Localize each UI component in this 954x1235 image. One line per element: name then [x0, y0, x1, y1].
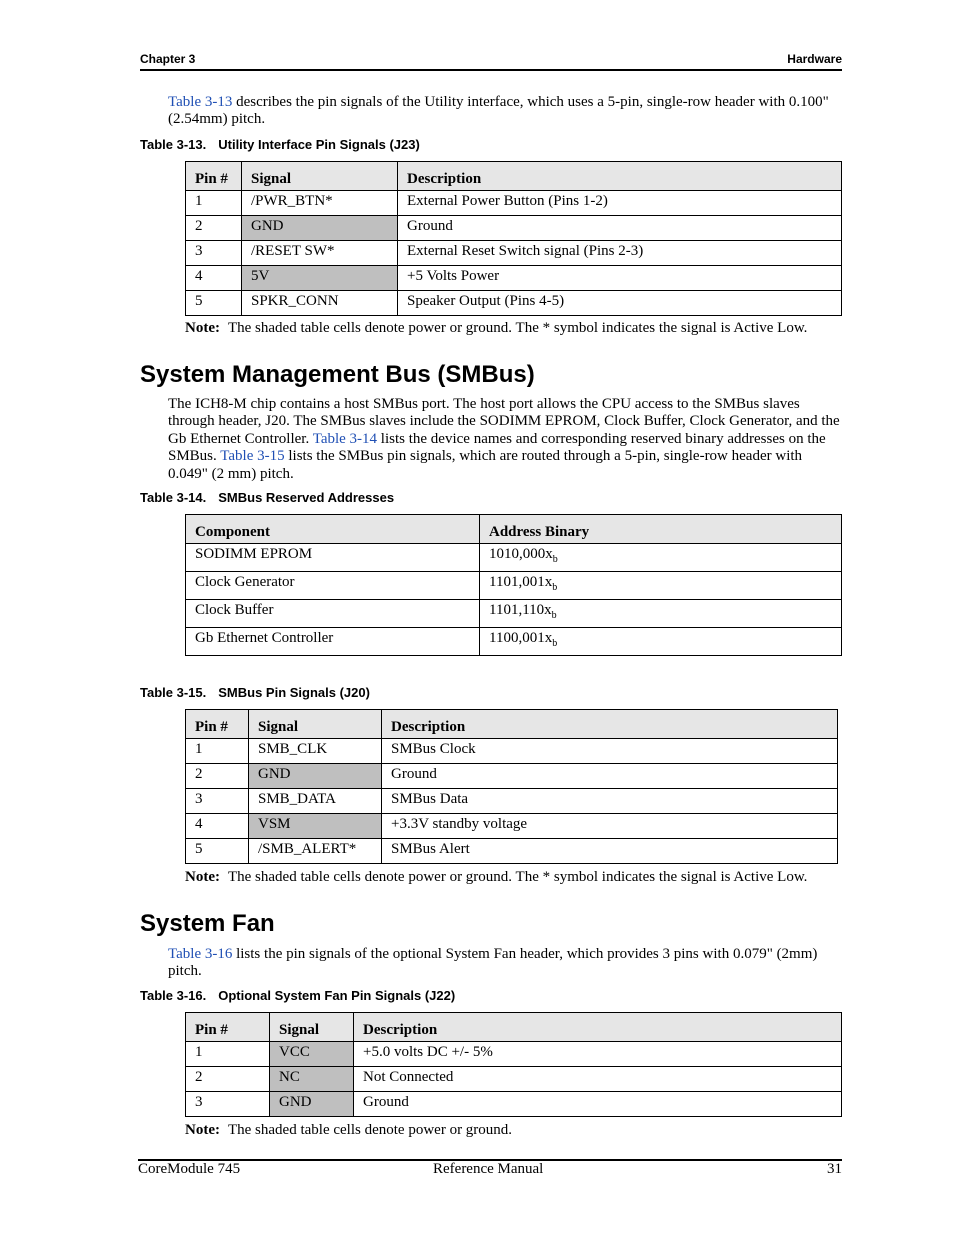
table-header-row: Pin # Signal Description — [186, 162, 842, 191]
table-row: 3 SMB_DATA SMBus Data — [186, 789, 838, 814]
table-row: SODIMM EPROM $1010,000x_b$ — [186, 544, 842, 572]
table-3-16-caption: Table 3-16. Optional System Fan Pin Signals (J22) — [140, 988, 456, 1003]
smbus-paragraph: The ICH8-M chip contains a host SMBus port. The host port allows the CPU access to the SMBus slaves through header, J20. The SMBus slaves include the SODIMM EPROM, Clock Buffer, Clock Generator, and the Gb Ethernet Controller. Table 3-14 lists the device names and corresponding reserved binary addresses on the SMBus. Table 3-15 lists the SMBus pin signals, which are routed through a 5-pin, single-row header with 0.049" (2 mm) pitch. — [168, 396, 840, 482]
table-row: 5 /SMB_ALERT* SMBus Alert — [186, 839, 838, 864]
smbus-pin-table — [185, 709, 838, 864]
table-3-14-link[interactable]: Table 3-14 — [312, 430, 378, 447]
chapter-label: Chapter 3 — [140, 52, 196, 66]
table-row: Gb Ethernet Controller $1100,001x_b$ — [186, 628, 842, 656]
page-number: 31 — [827, 1161, 842, 1177]
table-row: 1 SMB_CLK SMBus Clock — [186, 739, 838, 764]
page-header — [140, 52, 842, 71]
smbus-address-table — [185, 514, 842, 656]
intro-paragraph: Table 3-13 describes the pin signals of the Utility interface, which uses a 5-pin, single-row header with 0.100" (2.54mm) pitch. — [168, 94, 829, 128]
table-header-row: Component Address Binary — [186, 515, 842, 544]
table-header-row: Pin # Signal Description — [186, 710, 838, 739]
table-3-16-link[interactable]: Table 3-16 — [168, 946, 233, 962]
table-3-15-caption: Table 3-15. SMBus Pin Signals (J20) — [140, 685, 370, 700]
section-label: Hardware — [787, 52, 842, 66]
table-3-13-link[interactable]: Table 3-13 — [168, 94, 233, 110]
table-row: 3 /RESET SW* External Reset Switch signal (Pins 2-3) — [186, 241, 842, 266]
table-3-15-link[interactable]: Table 3-15 — [220, 448, 285, 465]
table-3-13-caption: Table 3-13. Utility Interface Pin Signals (J23) — [140, 137, 420, 152]
table-row: 1 VCC +5.0 volts DC +/- 5% — [186, 1042, 842, 1067]
footer-title: Reference Manual — [433, 1161, 544, 1177]
page-footer — [138, 1159, 842, 1179]
table-row: 2 GND Ground — [186, 216, 842, 241]
table-header-row: Pin # Signal Description — [186, 1013, 842, 1042]
table-row: 1 /PWR_BTN* External Power Button (Pins 1-2) — [186, 191, 842, 216]
footer-product: CoreModule 745 — [138, 1161, 241, 1177]
system-fan-heading: System Fan — [140, 910, 275, 937]
system-fan-pin-table — [185, 1012, 842, 1117]
table-row: 3 GND Ground — [186, 1092, 842, 1117]
table-row: 5 SPKR_CONN Speaker Output (Pins 4-5) — [186, 291, 842, 316]
table-3-13-note: Note: The shaded table cells denote power or ground. The * symbol indicates the signal is Active Low. — [185, 320, 808, 336]
smbus-heading: System Management Bus (SMBus) — [140, 361, 535, 388]
system-fan-paragraph: Table 3-16 lists the pin signals of the optional System Fan header, which provides 3 pins with 0.079" (2mm) pitch. — [168, 946, 818, 980]
table-3-15-note: Note: The shaded table cells denote power or ground. The * symbol indicates the signal is Active Low. — [185, 869, 808, 885]
table-row: 2 GND Ground — [186, 764, 838, 789]
table-row: 4 VSM +3.3V standby voltage — [186, 814, 838, 839]
table-row: Clock Generator $1101,001x_b$ — [186, 572, 842, 600]
table-row: Clock Buffer $1101,110x_b$ — [186, 600, 842, 628]
utility-pin-table — [185, 161, 842, 316]
table-3-16-note: Note: The shaded table cells denote power or ground. — [185, 1122, 513, 1138]
table-3-14-caption: Table 3-14. SMBus Reserved Addresses — [140, 490, 395, 505]
table-row: 4 5V +5 Volts Power — [186, 266, 842, 291]
table-row: 2 NC Not Connected — [186, 1067, 842, 1092]
